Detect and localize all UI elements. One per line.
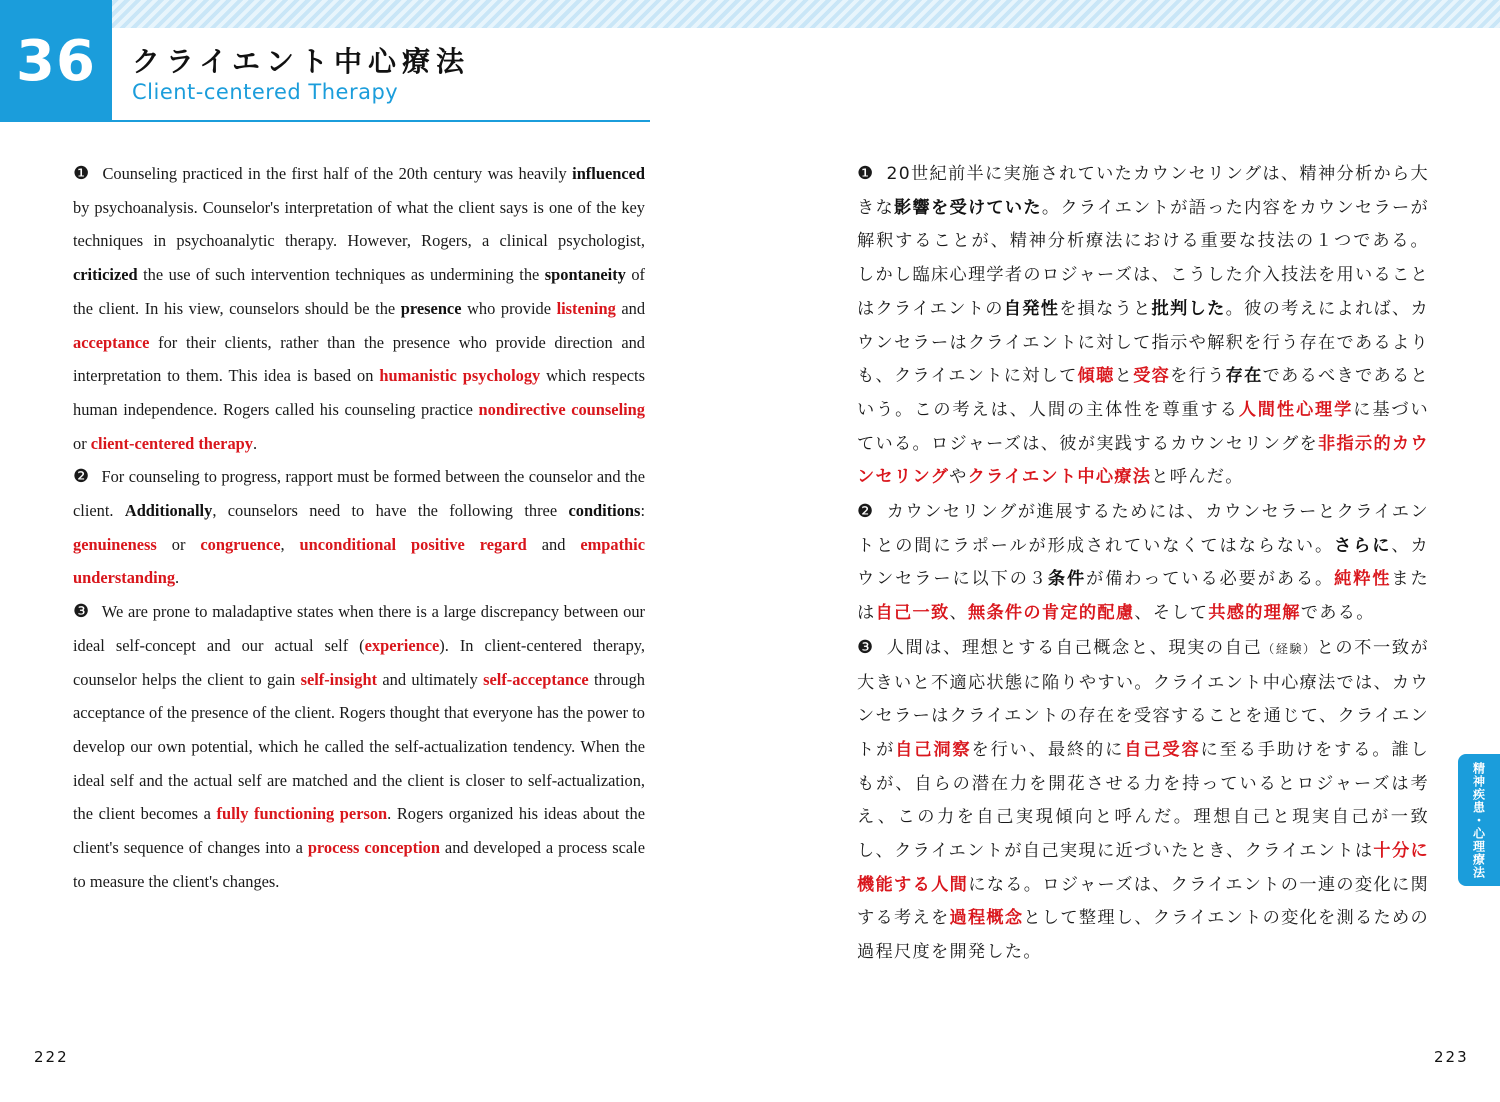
text-run: であるべきであるという。この考えは、人間の主体性を尊重する (857, 366, 1429, 420)
title-english: Client-centered Therapy (132, 80, 399, 104)
text-run: through acceptance of the presence of the client. Rogers thought that everyone has the power to develop our own potential, which he called the self-actualization tendency. When the ideal self and the actual self are matched and the client is closer to self-actualization, the client becomes a (73, 669, 645, 824)
bold-term: 批判した (1151, 298, 1226, 319)
text-run: である。 (1300, 603, 1375, 624)
english-paragraph-1 (73, 157, 645, 460)
text-run: 。彼の考えによれば、カウンセラーはクライエントに対して指示や解釈を行う存在であるよりも、クライエントに対して (857, 298, 1429, 387)
text-run: 20世紀前半に実施されていたカウンセリングは、精神分析から大きな (857, 164, 1430, 218)
key-term: 傾聴 (1077, 366, 1115, 387)
text-run: （経験） (1262, 641, 1317, 656)
bold-term: 条件 (1047, 569, 1087, 590)
bullet-2-icon: ❷ (857, 501, 875, 523)
text-run: for their clients, rather than the presence who provide direction and interpretation to them. This idea is based on (73, 332, 645, 386)
japanese-paragraph-1 (857, 157, 1429, 495)
section-number: 36 (0, 0, 112, 122)
key-term: 人間性心理学 (1238, 399, 1354, 420)
text-run: 人間は、理想とする自己概念と、現実の自己 (886, 637, 1263, 658)
bullet-1-icon: ❶ (73, 163, 91, 184)
text-run: : (640, 501, 645, 521)
text-run: を行う (1170, 366, 1226, 387)
title-japanese: クライエント中心療法 (132, 45, 471, 78)
key-term: nondirective counseling (478, 399, 645, 419)
text-run: に至る手助けをする。誰しもが、自らの潜在力を開花させる力を持っているとロジャーズは考え、この力を自己実現傾向と呼んだ。理想自己と現実自己が一致し、クライエントが自己実現に近づいたとき、クライエントは (857, 739, 1429, 862)
text-run: the use of such intervention techniques as undermining the (137, 265, 545, 285)
text-run: of the client. In his view, counselors should be the (73, 265, 645, 318)
page-number-left: 222 (34, 1048, 69, 1066)
text-run: . Rogers organized his ideas about the client's sequence of changes into a (73, 804, 645, 858)
page-number-right: 223 (1434, 1048, 1469, 1066)
text-run: や (949, 467, 968, 488)
english-paragraph-3 (73, 595, 645, 898)
text-run: , counselors need to have the following three (212, 501, 569, 521)
text-run: を損なうと (1059, 298, 1152, 319)
header-stripe (0, 0, 1500, 28)
key-term: 十分に機能する人間 (857, 841, 1430, 895)
bold-term: criticized (73, 265, 138, 285)
key-term: fully functioning person (216, 804, 388, 824)
chapter-side-tab[interactable]: 精神疾患・心理療法 (1458, 754, 1500, 886)
text-run: ). In client-centered therapy, counselor helps the client to gain (73, 635, 645, 689)
text-run: and ultimately (377, 669, 484, 689)
title-underline (112, 120, 650, 122)
key-term: 過程概念 (949, 908, 1024, 929)
text-run: For counseling to progress, rapport must be formed between the counselor and the client. (73, 467, 645, 521)
text-run: by psychoanalysis. Counselor's interpretation of what the client says is one of the key techniques in psychoanalytic therapy. However, Rogers, a clinical psychologist, (73, 197, 645, 251)
text-run: Counseling practiced in the first half of the 20th century was heavily (102, 164, 573, 183)
text-run: カウンセリングが進展するためには、カウンセラーとクライエントとの間にラポールが形成されていなくてはならない。 (857, 502, 1430, 556)
text-run: and (615, 298, 646, 318)
key-term: process conception (307, 838, 440, 858)
text-run: and developed a process scale to measure the client's changes. (73, 838, 645, 891)
text-run: , (280, 534, 300, 554)
text-run: に基づいている。ロジャーズは、彼が実践するカウンセリングを (857, 399, 1429, 454)
text-run: または (857, 569, 1429, 624)
bold-term: Additionally (124, 501, 213, 521)
key-term: 自己受容 (1124, 739, 1201, 760)
bold-term: 自発性 (1003, 298, 1060, 319)
bold-term: conditions (568, 501, 641, 521)
bullet-3-icon: ❸ (73, 601, 90, 623)
text-run: who provide (461, 298, 557, 318)
bold-term: 影響を受けていた (893, 197, 1042, 218)
text-run: . (175, 568, 180, 588)
key-term: 自己一致 (875, 603, 950, 624)
bold-term: さらに (1334, 535, 1392, 556)
key-term: listening (556, 298, 616, 318)
key-term: empathic understanding (73, 534, 646, 588)
key-term: client-centered therapy (90, 433, 253, 453)
bold-term: presence (400, 298, 462, 318)
text-run: 。クライエントが語った内容をカウンセラーが解釈することが、精神分析療法における重要な技法の１つである。しかし臨床心理学者のロジャーズは、こうした介入技法を用いることはクライエントの (857, 197, 1429, 319)
text-run: or (156, 534, 201, 554)
key-term: 純粋性 (1334, 569, 1392, 590)
key-term: experience (364, 635, 440, 655)
key-term: 自己洞察 (895, 739, 972, 760)
text-run: 、そして (1134, 603, 1209, 624)
english-column (73, 157, 645, 898)
bullet-3-icon: ❸ (857, 636, 875, 658)
key-term: unconditional positive regard (299, 534, 527, 554)
text-run: or (73, 433, 91, 453)
text-run: 、 (949, 603, 968, 624)
japanese-paragraph-3 (857, 631, 1429, 970)
text-run: が備わっている必要がある。 (1086, 569, 1335, 590)
text-run: として整理し、クライエントの変化を測るための過程尺度を開発した。 (857, 908, 1429, 963)
text-run: . (252, 433, 258, 453)
text-run: との不一致が大きいと不適応状態に陥りやすい。クライエント中心療法では、カウンセラーはクライエントの存在を受容することを通じて、クライエントが (857, 637, 1429, 760)
key-term: self-insight (300, 669, 378, 689)
japanese-paragraph-2 (857, 495, 1429, 631)
key-term: congruence (200, 534, 281, 554)
key-term: 受容 (1133, 366, 1171, 387)
english-paragraph-2 (73, 460, 645, 595)
bold-term: influenced (572, 164, 645, 183)
text-run: which respects human independence. Rogers called his counseling practice (73, 366, 645, 419)
bold-term: spontaneity (544, 265, 626, 285)
text-run: and (526, 534, 581, 554)
text-run: と (1114, 366, 1134, 387)
bullet-2-icon: ❷ (73, 466, 90, 488)
text-run: になる。ロジャーズは、クライエントの一連の変化に関する考えを (857, 874, 1429, 929)
text-run: We are prone to maladaptive states when there is a large discrepancy between our ideal self-concept and our actual self ( (73, 602, 645, 655)
key-term: humanistic psychology (379, 366, 541, 386)
bold-term: 存在 (1225, 366, 1263, 387)
bullet-1-icon: ❶ (857, 163, 875, 184)
text-run: 、カウンセラーに以下の３ (857, 535, 1429, 590)
text-run: と呼んだ。 (1151, 467, 1244, 488)
key-term: 共感的理解 (1208, 603, 1301, 624)
japanese-column (857, 157, 1429, 970)
key-term: genuineness (73, 534, 157, 554)
key-term: acceptance (73, 332, 150, 352)
key-term: クライエント中心療法 (967, 467, 1152, 488)
key-term: 無条件の肯定的配慮 (967, 603, 1135, 624)
key-term: 非指示的カウンセリング (857, 433, 1429, 488)
text-run: を行い、最終的に (971, 739, 1125, 760)
key-term: self-acceptance (483, 669, 589, 689)
